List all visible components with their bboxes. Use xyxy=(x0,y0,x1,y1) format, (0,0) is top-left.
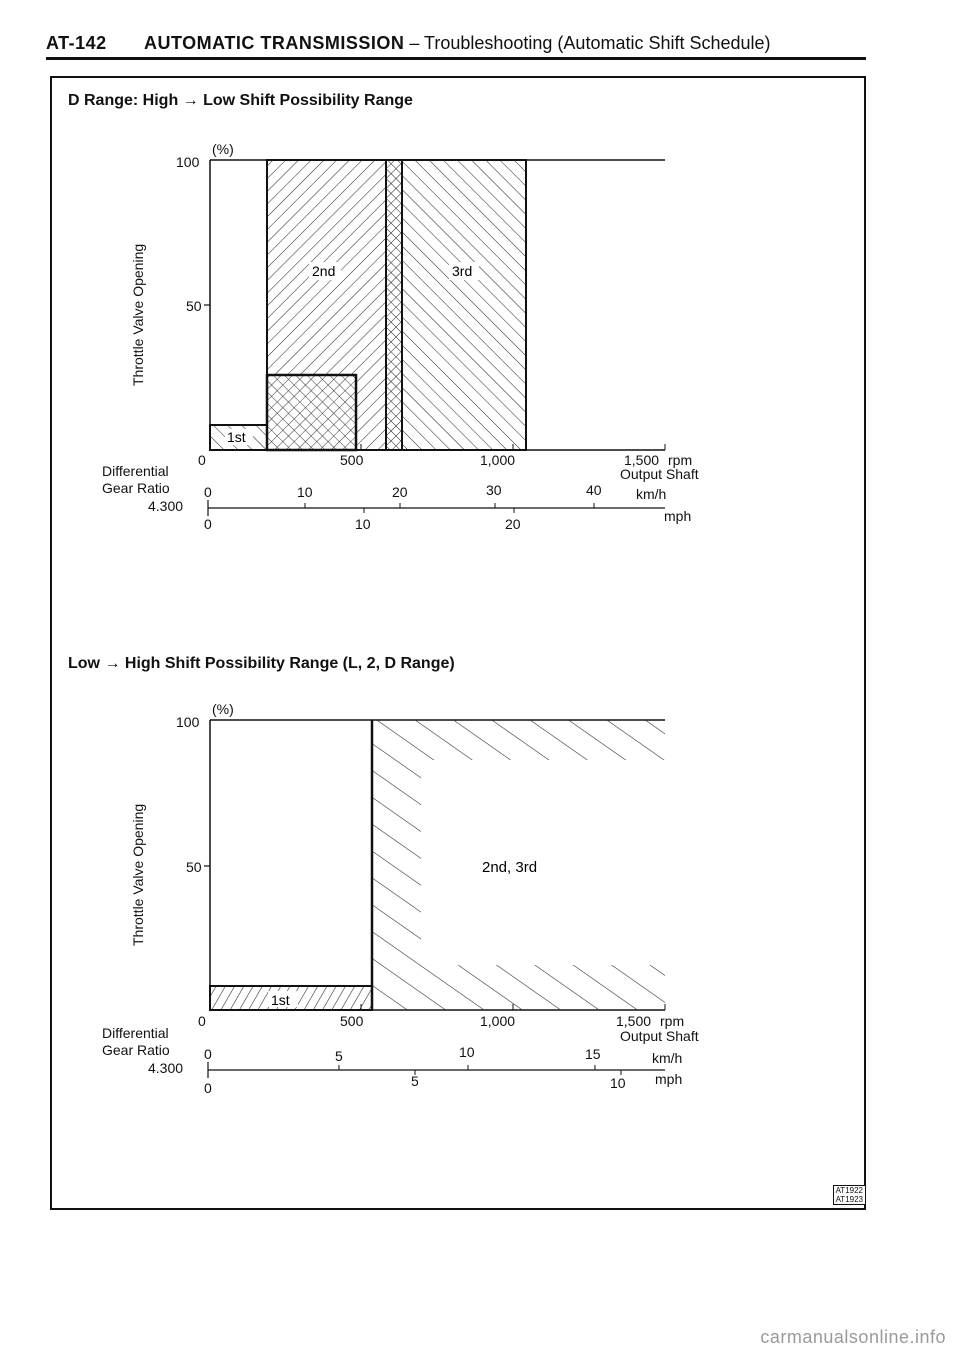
chart2-xtick-label-1500: 1,500 xyxy=(616,1013,652,1029)
chart1-plot xyxy=(204,160,665,450)
chart1-region-cross xyxy=(267,375,356,450)
chart2-x-unit-rpm: rpm xyxy=(660,1013,685,1029)
chart2-xtick-label-500: 500 xyxy=(340,1013,364,1029)
chart2-kmh-unit: km/h xyxy=(652,1050,683,1066)
chart1-kmh-label-0: 0 xyxy=(204,484,212,500)
chart2-kmh-label-0: 0 xyxy=(204,1046,212,1062)
figure-code-box xyxy=(833,1185,866,1205)
chart1-kmh-label-10: 10 xyxy=(297,484,313,500)
chart2-mph-label-10: 10 xyxy=(610,1075,626,1091)
chart1-ytick-label-50: 50 xyxy=(186,298,202,314)
chart2-plot xyxy=(204,720,665,1010)
page-title-bold: AUTOMATIC TRANSMISSION xyxy=(144,33,405,53)
chart1-title: D Range: High → Low Shift Possibility Range xyxy=(68,92,413,109)
chart2-xtick-label-1000: 1,000 xyxy=(480,1013,516,1029)
chart1-ytick-label-100: 100 xyxy=(176,154,200,170)
chart2-mph-label-5: 5 xyxy=(411,1073,419,1089)
chart2-mph-label-0: 0 xyxy=(204,1080,212,1096)
figure-code-1: AT1922 xyxy=(835,1186,863,1195)
chart2-speed-axis xyxy=(208,1062,665,1078)
figure-code-2: AT1923 xyxy=(835,1195,863,1204)
chart2-ytick-label-100: 100 xyxy=(176,714,200,730)
chart1-xtick-label-1000: 1,000 xyxy=(480,452,516,468)
chart1-region-overlap xyxy=(386,160,402,450)
chart1-x-caption: Output Shaft xyxy=(620,466,699,482)
chart1-mph-label-20: 20 xyxy=(505,516,521,532)
chart1-xtick-label-500: 500 xyxy=(340,452,364,468)
chart2-gear-ratio-label: Differential Gear Ratio xyxy=(102,1025,170,1058)
chart2-xtick-label-0: 0 xyxy=(198,1013,206,1029)
chart1-mph-unit: mph xyxy=(664,508,692,524)
chart1-speed-axis xyxy=(208,500,665,516)
chart1-label-3rd: 3rd xyxy=(452,263,473,279)
chart2-x-caption: Output Shaft xyxy=(620,1028,699,1044)
chart2-mph-unit: mph xyxy=(655,1071,683,1087)
footer-watermark: carmanualsonline.info xyxy=(760,1327,946,1347)
chart1-kmh-label-40: 40 xyxy=(586,482,602,498)
chart1-xtick-label-1500: 1,500 xyxy=(624,452,660,468)
chart2-kmh-label-10: 10 xyxy=(459,1044,475,1060)
chart1-gear-ratio-label: Differential Gear Ratio xyxy=(102,463,170,496)
chart2-kmh-label-15: 15 xyxy=(585,1046,601,1062)
chart1-kmh-label-20: 20 xyxy=(392,484,408,500)
chart1-gear-ratio-value: 4.300 xyxy=(148,498,184,514)
chart1-region-3rd xyxy=(402,160,526,450)
chart1-x-unit-rpm: rpm xyxy=(668,452,693,468)
chart2-title: Low → High Shift Possibility Range (L, 2, D Range) xyxy=(68,655,455,672)
chart1-xtick-label-0: 0 xyxy=(198,452,206,468)
chart2-label-1st: 1st xyxy=(271,992,290,1008)
chart2-ylabel: Throttle Valve Opening xyxy=(130,803,146,946)
chart2-region-inner xyxy=(421,760,665,965)
chart1-ylabel: Throttle Valve Opening xyxy=(130,243,146,386)
chart1-mph-label-10: 10 xyxy=(355,516,371,532)
chart1-label-2nd: 2nd xyxy=(312,263,336,279)
chart1-mph-label-0: 0 xyxy=(204,516,212,532)
chart1-kmh-unit: km/h xyxy=(636,486,667,502)
page-number: AT-142 xyxy=(46,33,107,53)
chart2-gear-ratio-value: 4.300 xyxy=(148,1060,184,1076)
chart1-kmh-label-30: 30 xyxy=(486,482,502,498)
chart2-kmh-label-5: 5 xyxy=(335,1048,343,1064)
chart2-ytick-label-50: 50 xyxy=(186,859,202,875)
chart1-y-unit: (%) xyxy=(212,141,234,157)
chart1-label-1st: 1st xyxy=(227,429,246,445)
chart2-y-unit: (%) xyxy=(212,701,234,717)
page-title-rest: – Troubleshooting (Automatic Shift Schedule) xyxy=(404,33,771,53)
chart2-label-2nd3rd: 2nd, 3rd xyxy=(482,859,538,876)
